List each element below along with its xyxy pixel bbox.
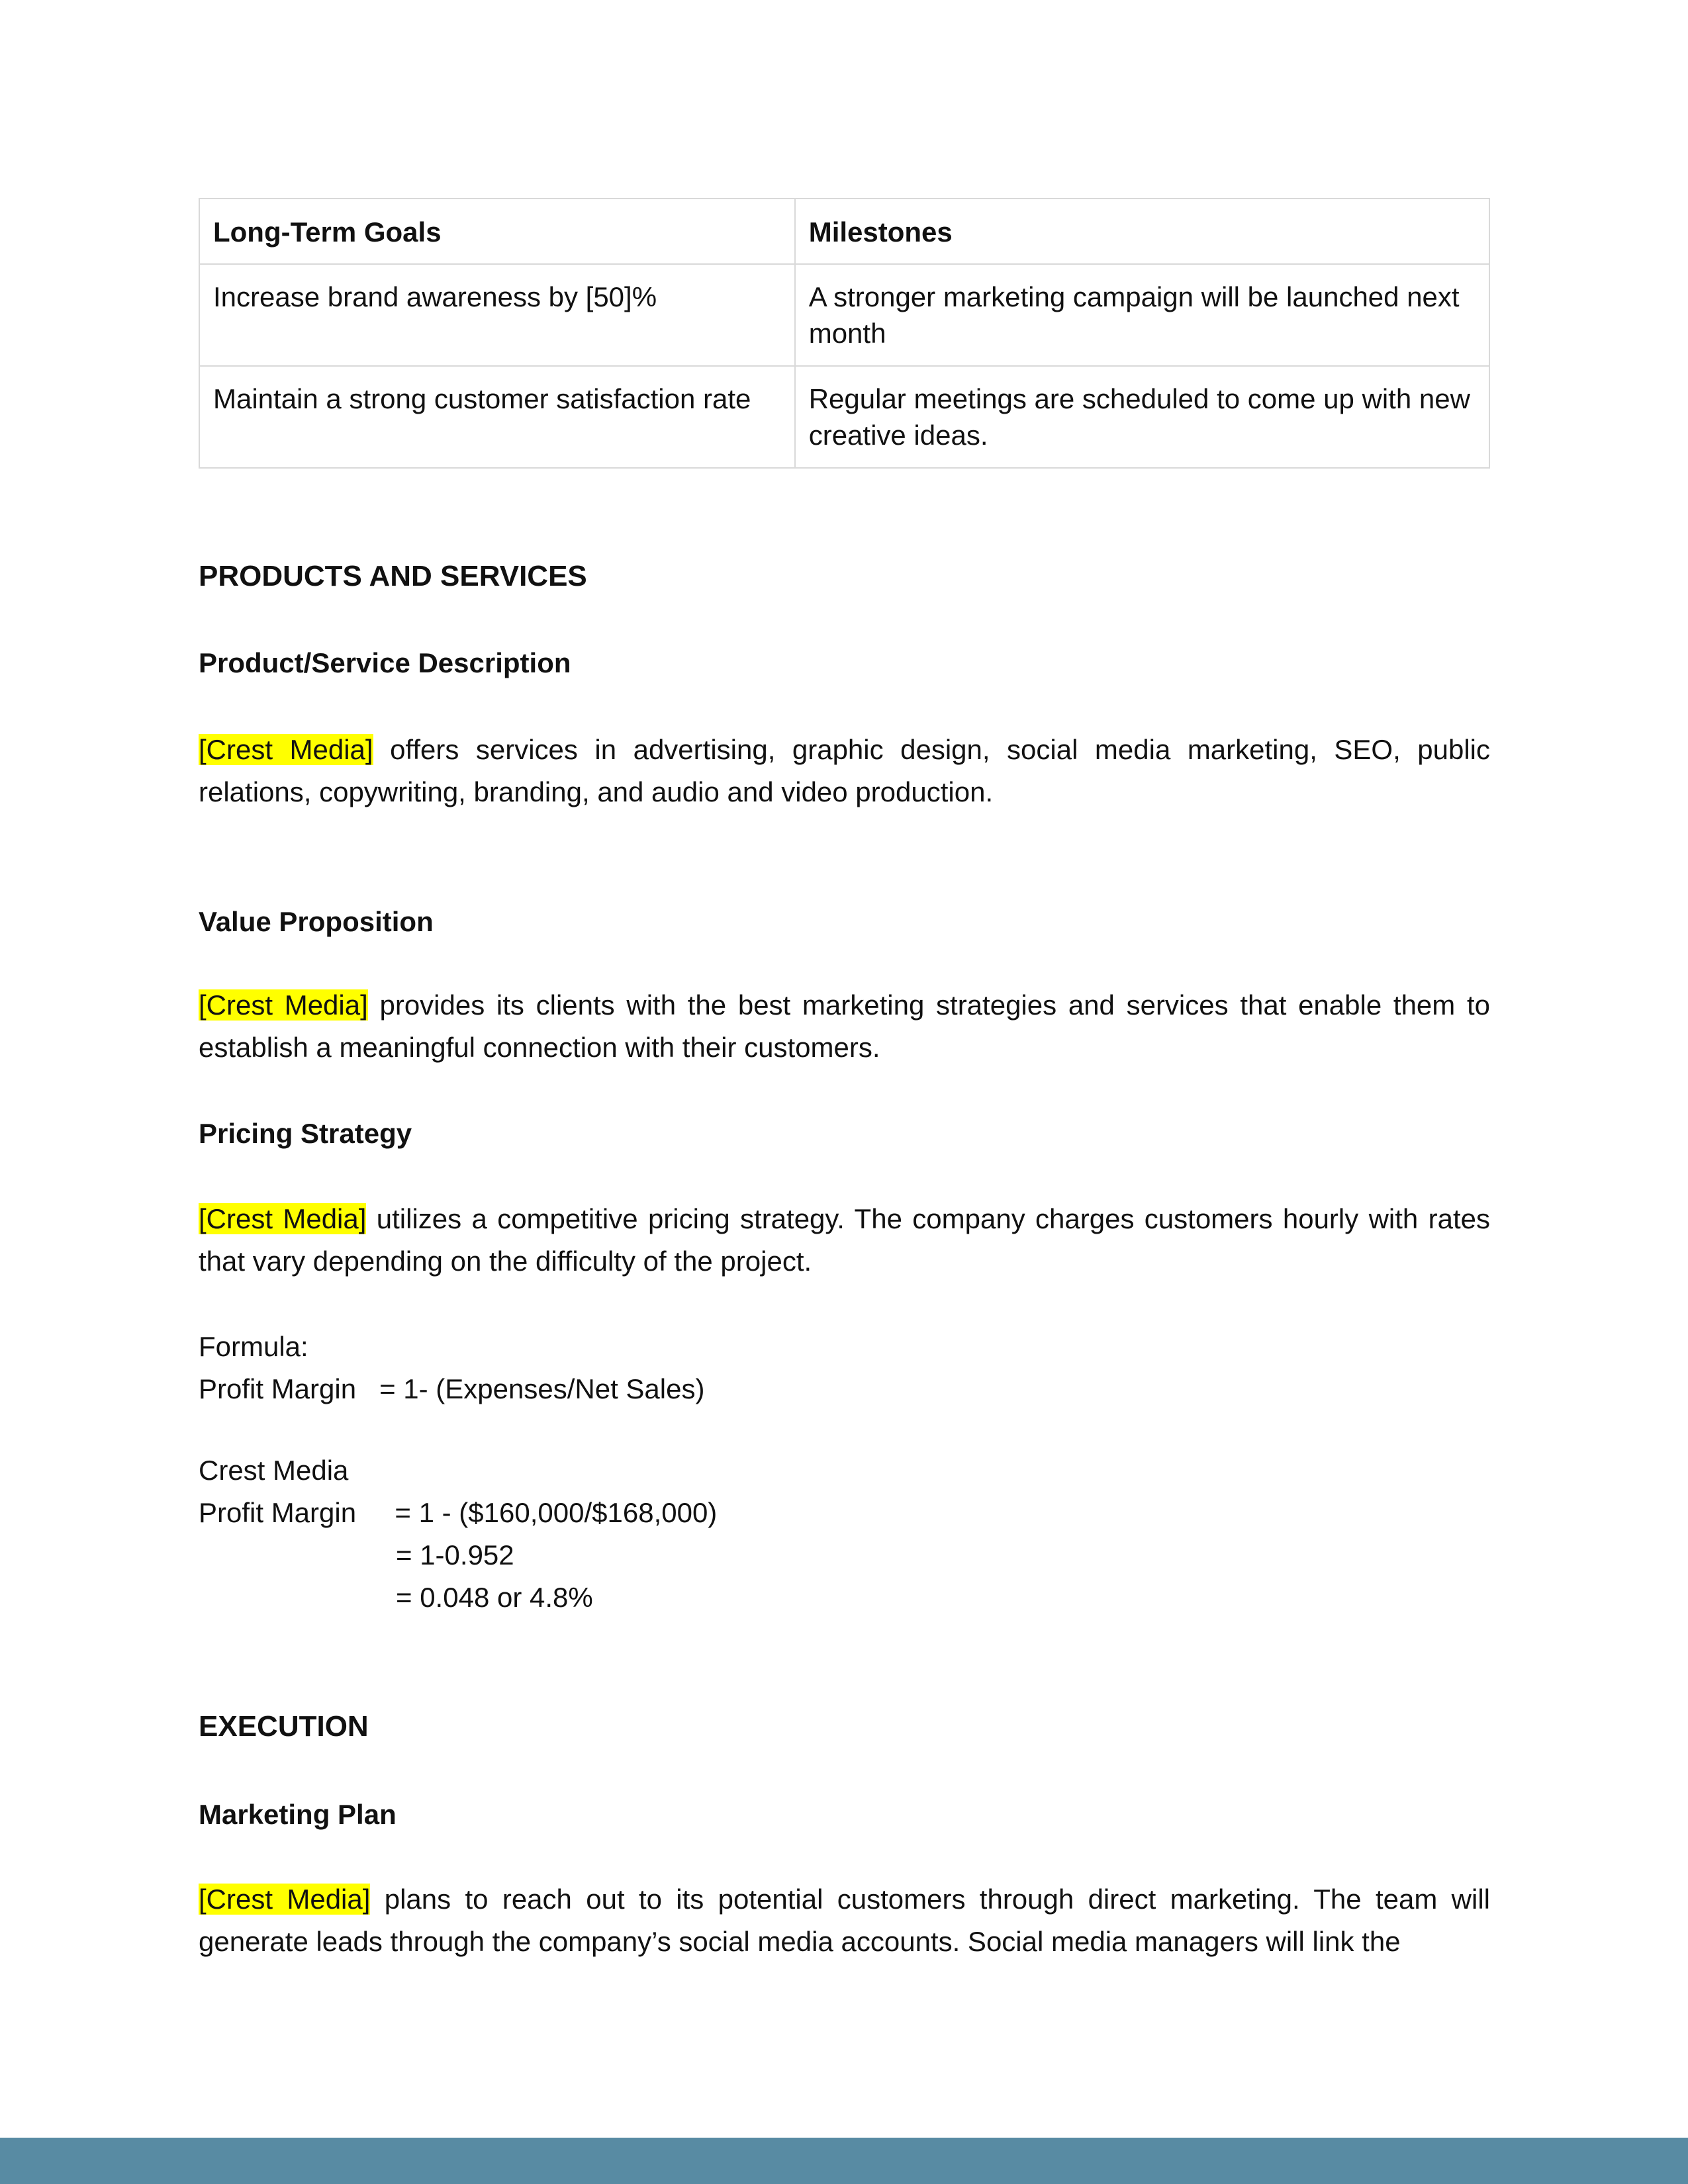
section-heading-execution: EXECUTION (199, 1710, 369, 1743)
formula-calc-step-3: = 0.048 or 4.8% (396, 1582, 593, 1613)
paragraph-value-proposition (199, 984, 1490, 1069)
paragraph-text: offers services in advertising, graphic design, social media marketing, SEO, public relations, copywriting, branding, and audio and video production. (199, 734, 1490, 807)
table-header-cell: Long-Term Goals (199, 199, 795, 264)
paragraph-product-description (199, 729, 1490, 813)
formula-label: Formula: (199, 1331, 308, 1362)
paragraph-pricing-strategy (199, 1198, 1490, 1283)
table-header-cell: Milestones (795, 199, 1489, 264)
formula-company-name: Crest Media (199, 1455, 349, 1486)
paragraph-marketing-plan (199, 1878, 1490, 1963)
company-placeholder-highlight: [Crest Media] (199, 1884, 371, 1915)
table-cell: Increase brand awareness by [50]% (199, 264, 795, 366)
company-placeholder-highlight: [Crest Media] (199, 1203, 367, 1234)
paragraph-text: provides its clients with the best marketing strategies and services that enable them to establish a meaningful connection with their customers. (199, 989, 1490, 1063)
footer-color-bar (0, 2138, 1688, 2184)
section-heading-products: PRODUCTS AND SERVICES (199, 560, 587, 592)
table-header-row (199, 199, 1489, 264)
table-cell: A stronger marketing campaign will be launched next month (795, 264, 1489, 366)
paragraph-text: utilizes a competitive pricing strategy. The company charges customers hourly with rates that vary depending on the difficulty of the project. (199, 1203, 1490, 1277)
table-cell: Maintain a strong customer satisfaction rate (199, 366, 795, 468)
subheading-pricing-strategy: Pricing Strategy (199, 1118, 412, 1149)
table-row (199, 264, 1489, 366)
subheading-marketing-plan: Marketing Plan (199, 1799, 397, 1830)
table-cell: Regular meetings are scheduled to come up with new creative ideas. (795, 366, 1489, 468)
formula-calc-step-2: = 1-0.952 (396, 1539, 514, 1570)
company-placeholder-highlight: [Crest Media] (199, 989, 368, 1021)
table-row (199, 366, 1489, 468)
paragraph-text: plans to reach out to its potential customers through direct marketing. The team will generate leads through the company’s social media accounts. Social media managers will link the (199, 1884, 1490, 1957)
company-placeholder-highlight: [Crest Media] (199, 734, 373, 765)
formula-calc-step-1: Profit Margin = 1 - ($160,000/$168,000) (199, 1497, 718, 1528)
goals-milestones-table (199, 198, 1490, 469)
formula-definition: Profit Margin = 1- (Expenses/Net Sales) (199, 1373, 705, 1404)
subheading-value-proposition: Value Proposition (199, 906, 434, 937)
subheading-product-description: Product/Service Description (199, 647, 571, 678)
